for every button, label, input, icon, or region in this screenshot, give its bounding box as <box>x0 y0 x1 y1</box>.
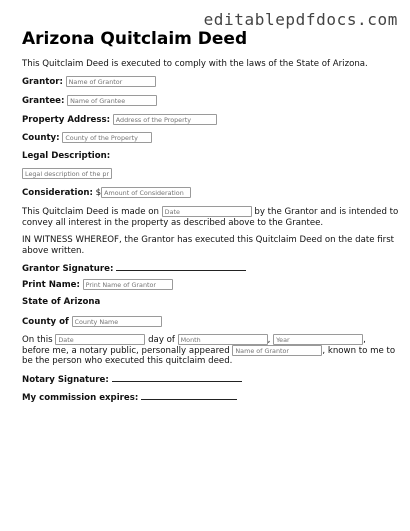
legal-description-field[interactable] <box>22 168 112 179</box>
state-label: State of Arizona <box>22 297 101 307</box>
print-name-row <box>22 279 173 292</box>
witness-line2: above written. <box>22 246 85 256</box>
on-this-text: On this <box>22 335 53 345</box>
page-title: Arizona Quitclaim Deed <box>22 29 248 49</box>
notary-grantor-name-field[interactable] <box>232 345 322 356</box>
grantee-name-field[interactable] <box>67 95 157 106</box>
notary-line2-after: , known to me to <box>322 346 396 356</box>
grantor-name-field[interactable] <box>66 76 156 87</box>
consideration-row <box>22 187 191 200</box>
made-on-text-after: by the Grantor and is intended to <box>254 207 399 217</box>
notary-line2-before: before me, a notary public, personally appeared <box>22 346 230 356</box>
notary-signature-label: Notary Signature: <box>22 375 109 385</box>
grantor-signature-line[interactable] <box>116 262 246 271</box>
site-watermark: editablepdfdocs.com <box>203 10 398 29</box>
property-address-row <box>22 114 217 127</box>
made-on-paragraph <box>22 206 398 219</box>
grantor-row <box>22 76 156 89</box>
county-of-label: County of <box>22 317 69 327</box>
grantor-signature-row <box>22 262 246 276</box>
grantor-label: Grantor: <box>22 77 63 87</box>
comma-text: , <box>267 335 271 345</box>
property-address-label: Property Address: <box>22 115 111 125</box>
notary-county-field[interactable] <box>72 316 162 327</box>
print-name-field[interactable] <box>83 279 173 290</box>
commission-expires-line[interactable] <box>141 391 237 400</box>
notary-signature-row <box>22 373 242 387</box>
comma-text-2: , <box>363 335 366 345</box>
commission-expires-label: My commission expires: <box>22 393 139 403</box>
made-on-line2: convey all interest in the property as described above to the Grantee. <box>22 218 324 228</box>
consideration-field[interactable] <box>101 187 191 198</box>
notary-day-field[interactable] <box>55 334 145 345</box>
grantee-label: Grantee: <box>22 96 65 106</box>
intro-text: This Quitclaim Deed is executed to comply with the laws of the State of Arizona. <box>22 59 368 69</box>
grantor-signature-label: Grantor Signature: <box>22 264 114 274</box>
state-row <box>22 297 100 309</box>
notary-line3: be the person who executed this quitclaim deed. <box>22 356 233 366</box>
witness-line1: IN WITNESS WHEREOF, the Grantor has executed this Quitclaim Deed on the date first <box>22 235 395 245</box>
day-of-text: day of <box>148 335 175 345</box>
notary-year-field[interactable] <box>273 334 363 345</box>
county-row <box>22 132 152 145</box>
property-address-field[interactable] <box>113 114 217 125</box>
county-field[interactable] <box>62 132 152 143</box>
legal-description-input-row <box>22 168 112 181</box>
county-of-row <box>22 316 162 329</box>
print-name-label: Print Name: <box>22 280 80 290</box>
grantee-row <box>22 95 157 108</box>
currency-symbol: $ <box>95 188 102 198</box>
county-label: County: <box>22 133 60 143</box>
legal-description-row <box>22 151 110 163</box>
commission-expires-row <box>22 391 237 405</box>
notary-signature-line[interactable] <box>112 373 242 382</box>
deed-date-field[interactable] <box>162 206 252 217</box>
legal-description-label: Legal Description: <box>22 151 111 161</box>
consideration-label: Consideration: <box>22 188 93 198</box>
made-on-text-before: This Quitclaim Deed is made on <box>22 207 159 217</box>
notary-month-field[interactable] <box>178 334 268 345</box>
